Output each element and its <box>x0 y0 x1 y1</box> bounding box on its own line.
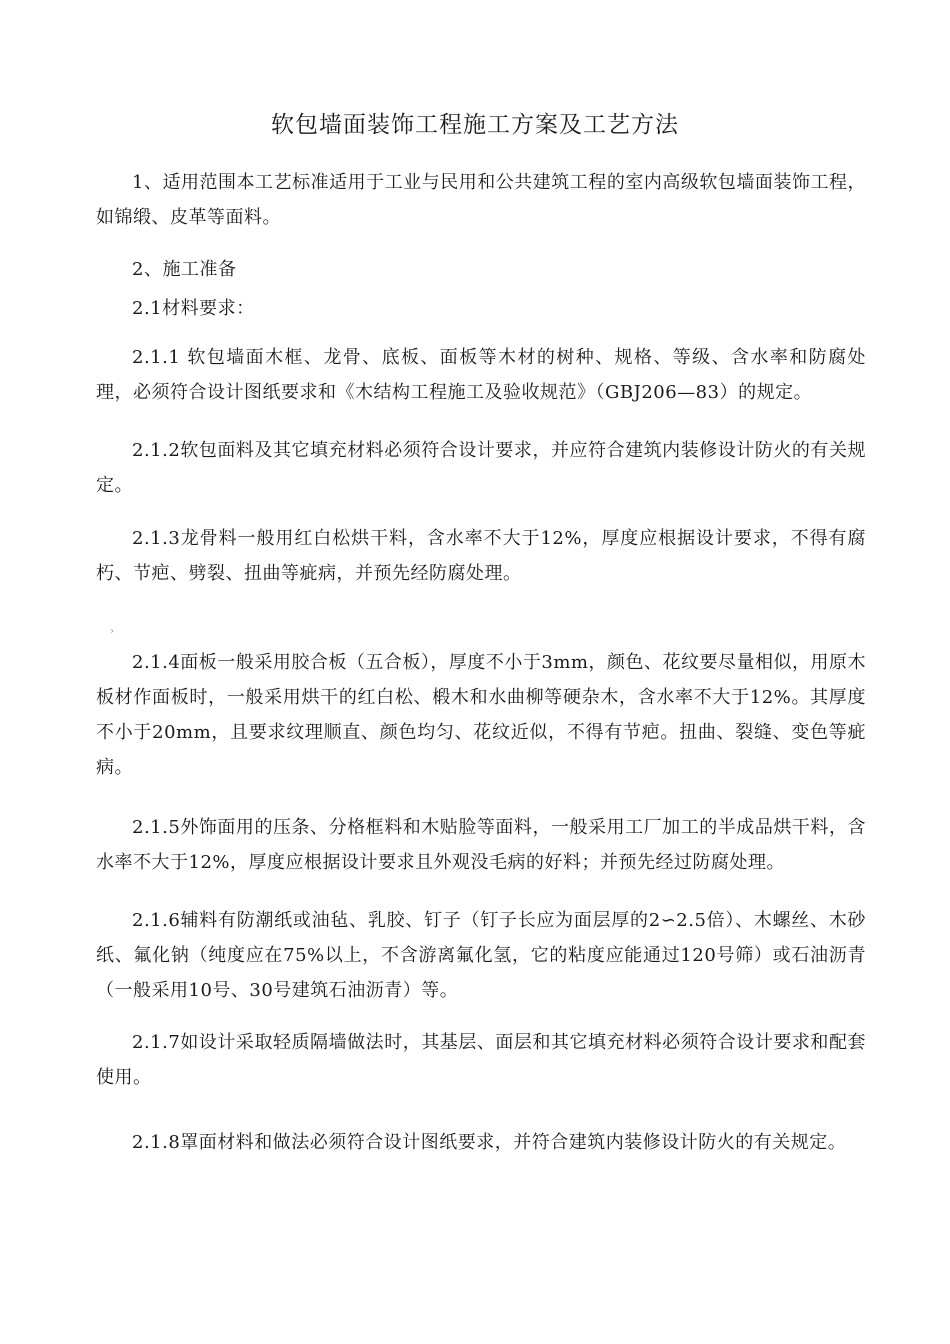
stray-mark: › <box>110 626 114 637</box>
paragraph-2-1-2: 2.1.2软包面料及其它填充材料必须符合设计要求，并应符合建筑内装修设计防火的有关规定。 <box>96 440 866 496</box>
paragraph-2-1-8: 2.1.8罩面材料和做法必须符合设计图纸要求，并符合建筑内装修设计防火的有关规定。 <box>132 1132 847 1153</box>
paragraph-2-1-7: 2.1.7如设计采取轻质隔墙做法时，其基层、面层和其它填充材料必须符合设计要求和配套使用。 <box>96 1032 866 1088</box>
document-title: 软包墙面装饰工程施工方案及工艺方法 <box>271 112 679 138</box>
paragraph-preparation-heading: 2、施工准备 <box>132 259 237 280</box>
paragraph-2-1-5: 2.1.5外饰面用的压条、分格框料和木贴脸等面料，一般采用工厂加工的半成品烘干料，含水率不大于12%，厚度应根据设计要求且外观没毛病的好料；并预先经过防腐处理。 <box>96 817 866 873</box>
paragraph-2-1-4: 2.1.4面板一般采用胶合板（五合板），厚度不小于3mm，颜色、花纹要尽量相似，用原木板材作面板时，一般采用烘干的红白松、椴木和水曲柳等硬杂木，含水率不大于12%。其厚度不小于20mm，且要求纹理顺直、颜色均匀、花纹近似，不得有节疤。扭曲、裂缝、变色等疵病。 <box>96 652 866 778</box>
paragraph-2-1-6: 2.1.6辅料有防潮纸或油毡、乳胶、钉子（钉子长应为面层厚的2∽2.5倍）、木螺丝、木砂纸、氟化钠（纯度应在75%以上，不含游离氟化氢，它的粘度应能通过120号筛）或石油沥青（一般采用10号、30号建筑石油沥青）等。 <box>96 910 866 1001</box>
paragraph-2-1-3: 2.1.3龙骨料一般用红白松烘干料，含水率不大于12%，厚度应根据设计要求，不得有腐朽、节疤、劈裂、扭曲等疵病，并预先经防腐处理。 <box>96 528 866 584</box>
paragraph-2-1-1: 2.1.1 软包墙面木框、龙骨、底板、面板等木材的树种、规格、等级、含水率和防腐处理，必须符合设计图纸要求和《木结构工程施工及验收规范》（GBJ206—83）的规定。 <box>96 347 866 403</box>
paragraph-material-requirements: 2.1材料要求： <box>132 298 255 319</box>
paragraph-scope: 1、适用范围本工艺标准适用于工业与民用和公共建筑工程的室内高级软包墙面装饰工程，如锦缎、皮革等面料。 <box>96 172 866 228</box>
